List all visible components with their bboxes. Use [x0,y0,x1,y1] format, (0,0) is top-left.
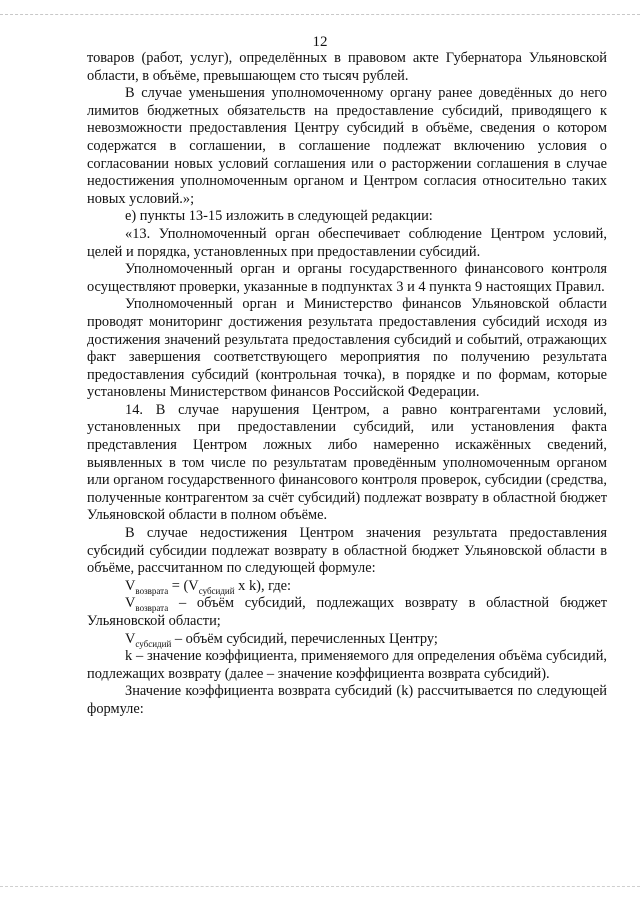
page-number: 12 [312,34,328,50]
paragraph-coefficient-formula: Значение коэффициента возврата субсидий (k) рассчитывается по следующей формуле: [87,683,607,717]
definition-v-return: $V_{возврата}$ – объём субсидий, подлежащих возврату в областной бюджет Ульяновской области; [87,595,607,629]
paragraph-non-achievement: В случае недостижения Центром значения результата предоставления субсидий субсидии подлежат возврату в областной бюджет Ульяновской области в объёме, рассчитанном по следующей формуле: [87,525,607,577]
paragraph-limits-reduction: В случае уменьшения уполномоченному органу ранее доведённых до него лимитов бюджетных обязательств на предоставление субсидий, приводящего к невозможности предоставления Центру субсидий в объёме, сведения о котором содержатся в соглашении, в соглашение подлежат включению условия о согласовании новых условий соглашения или о расторжении соглашения в случае недостижения уполномоченным органом и Центром согласия относительно таких новых условий.»; [87,85,607,207]
paragraph-point-13: «13. Уполномоченный орган обеспечивает соблюдение Центром условий, целей и порядка, установленных при предоставлении субсидий. [87,225,607,260]
paragraph-item-e: е) пункты 13-15 изложить в следующей редакции: [125,208,433,225]
paragraph-monitoring: Уполномоченный орган и Министерство финансов Ульяновской области проводят мониторинг достижения результата предоставления субсидий исходя из достижения значений результата предоставления субсидий и событий, отражающих факт завершения соответствующего мероприятия по получению результата предоставления субсидий (контрольная точка), в порядке и по формам, которые установлены Министерством финансов Российской Федерации. [87,296,607,401]
paragraph-inspections: Уполномоченный орган и органы государственного финансового контроля осуществляют проверки, указанные в подпунктах 3 и 4 пункта 9 настоящих Правил. [87,261,607,295]
document-body [87,50,607,719]
definition-v-subsidy: $V_{субсидий}$ – объём субсидий, перечисленных Центру; [125,630,438,649]
paragraph-continuation: товаров (работ, услуг), определённых в правовом акте Губернатора Ульяновской области, в объёме, превышающем сто тысяч рублей. [87,50,607,84]
scan-edge-bottom [0,886,640,905]
formula-v-return: $V_{возврата} = (V_{субсидий}$ x k), где: [125,577,292,596]
paragraph-point-14: 14. В случае нарушения Центром, а равно контрагентами условий, установленных при предоставлении субсидий, или установления факта представления Центром ложных либо намеренно искажённых сведений, выявленных в том числе по результатам проведённым уполномоченным органом или органом государственного финансового контроля проверок, субсидии (средства, полученные контрагентом за счёт субсидий) подлежат возврату в областной бюджет Ульяновской области в полном объёме. [87,401,607,524]
definition-k: k – значение коэффициента, применяемого для определения объёма субсидий, подлежащих возврату (далее – значение коэффициента возврата субсидий). [87,648,607,682]
scan-edge-top [0,0,640,15]
